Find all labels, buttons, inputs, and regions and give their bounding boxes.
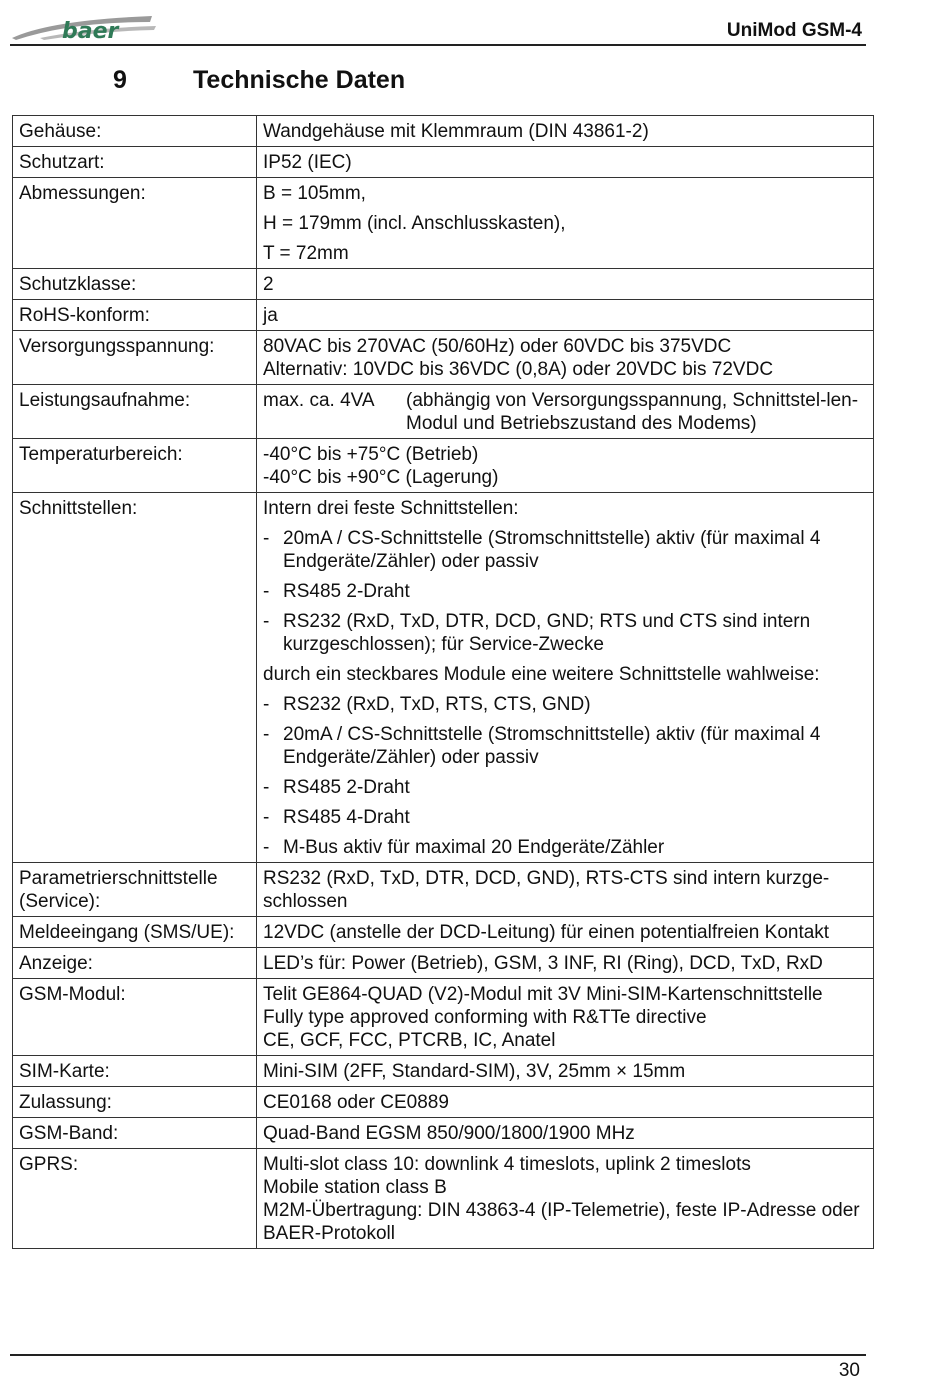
power-consumption bbox=[263, 389, 867, 435]
bullet-dash: - bbox=[263, 837, 270, 858]
technical-data-table bbox=[12, 115, 874, 1249]
interface-group-intro: durch ein steckbares Module eine weitere Schnittstelle wahlweise: bbox=[263, 664, 820, 685]
spec-value-line: 12VDC (anstelle der DCD-Leitung) für einen potentialfreien Kontakt bbox=[263, 922, 830, 943]
spec-label: Schnittstellen: bbox=[13, 493, 257, 863]
spec-value bbox=[257, 1118, 874, 1149]
bullet-dash: - bbox=[263, 807, 270, 828]
spec-row bbox=[13, 116, 874, 147]
power-value: max. ca. 4VA bbox=[263, 390, 375, 411]
bullet-dash: - bbox=[263, 777, 270, 798]
spec-row bbox=[13, 979, 874, 1056]
interface-group-intro: Intern drei feste Schnittstellen: bbox=[263, 498, 519, 519]
footer-divider bbox=[10, 1354, 866, 1356]
spec-value-line: LED’s für: Power (Betrieb), GSM, 3 INF, RI (Ring), DCD, TxD, RxD bbox=[263, 953, 823, 974]
spec-value-line: Mini-SIM (2FF, Standard-SIM), 3V, 25mm × 15mm bbox=[263, 1061, 686, 1082]
spec-value-line: ja bbox=[263, 305, 278, 326]
spec-row bbox=[13, 269, 874, 300]
spec-value bbox=[257, 439, 874, 493]
spec-value-line: Fully type approved conforming with R&TTe directive bbox=[263, 1007, 707, 1028]
spec-value-line: M2M-Übertragung: DIN 43863-4 (IP-Telemetrie), feste IP-Adresse oder BAER-Protokoll bbox=[263, 1200, 860, 1244]
page-number: 30 bbox=[838, 1360, 860, 1381]
spec-row bbox=[13, 300, 874, 331]
spec-value-line: B = 105mm, bbox=[263, 183, 366, 204]
spec-row bbox=[13, 917, 874, 948]
spec-label: Temperaturbereich: bbox=[13, 439, 257, 493]
spec-value bbox=[257, 979, 874, 1056]
bullet-dash: - bbox=[263, 694, 270, 715]
product-name: UniMod GSM-4 bbox=[726, 20, 862, 41]
interface-list-item bbox=[263, 776, 867, 799]
spec-value-line: -40°C bis +75°C (Betrieb) bbox=[263, 444, 479, 465]
spec-label: Schutzart: bbox=[13, 147, 257, 178]
section-title: Technische Daten bbox=[193, 66, 406, 94]
spec-value bbox=[257, 116, 874, 147]
spec-label: Leistungsaufnahme: bbox=[13, 385, 257, 439]
spec-row bbox=[13, 385, 874, 439]
interface-item-text: RS232 (RxD, TxD, DTR, DCD, GND; RTS und CTS sind intern kurzgeschlossen); für Service-Zwecke bbox=[283, 611, 811, 655]
svg-text:baer: baer bbox=[62, 19, 119, 44]
spec-label: Gehäuse: bbox=[13, 116, 257, 147]
power-note: (abhängig von Versorgungsspannung, Schnittstel-len-Modul und Betriebszustand des Modems) bbox=[406, 390, 859, 434]
spec-label: Parametrierschnittstelle (Service): bbox=[13, 863, 257, 917]
spec-label: Zulassung: bbox=[13, 1087, 257, 1118]
spec-value bbox=[257, 178, 874, 269]
spec-value bbox=[257, 269, 874, 300]
spec-value bbox=[257, 147, 874, 178]
spec-value bbox=[257, 1087, 874, 1118]
spec-row bbox=[13, 1056, 874, 1087]
spec-value-line: RS232 (RxD, TxD, DTR, DCD, GND), RTS-CTS sind intern kurzge-schlossen bbox=[263, 868, 830, 912]
interface-item-text: RS485 4-Draht bbox=[283, 807, 410, 828]
spec-value bbox=[257, 948, 874, 979]
page-header bbox=[10, 8, 866, 48]
section-number: 9 bbox=[113, 66, 127, 94]
spec-value-line: 2 bbox=[263, 274, 274, 295]
bullet-dash: - bbox=[263, 724, 270, 745]
interface-list-item bbox=[263, 723, 867, 769]
spec-value bbox=[257, 385, 874, 439]
spec-value bbox=[257, 1056, 874, 1087]
spec-row bbox=[13, 1118, 874, 1149]
spec-value-line: H = 179mm (incl. Anschlusskasten), bbox=[263, 213, 566, 234]
spec-value-line: 80VAC bis 270VAC (50/60Hz) oder 60VDC bis 375VDC bbox=[263, 336, 732, 357]
spec-label: GSM-Modul: bbox=[13, 979, 257, 1056]
spec-label: Schutzklasse: bbox=[13, 269, 257, 300]
interface-item-text: RS485 2-Draht bbox=[283, 581, 410, 602]
interface-item-text: RS485 2-Draht bbox=[283, 777, 410, 798]
bullet-dash: - bbox=[263, 581, 270, 602]
spec-value bbox=[257, 863, 874, 917]
spec-label: Versorgungsspannung: bbox=[13, 331, 257, 385]
spec-label: GPRS: bbox=[13, 1149, 257, 1249]
spec-value bbox=[257, 917, 874, 948]
spec-value-line: IP52 (IEC) bbox=[263, 152, 352, 173]
spec-value-line: Multi-slot class 10: downlink 4 timeslots, uplink 2 timeslots bbox=[263, 1154, 751, 1175]
header-divider bbox=[10, 44, 866, 46]
interface-list-item bbox=[263, 806, 867, 829]
interface-list-item bbox=[263, 693, 867, 716]
interface-item-text: M-Bus aktiv für maximal 20 Endgeräte/Zähler bbox=[283, 837, 665, 858]
spec-value-line: CE0168 oder CE0889 bbox=[263, 1092, 449, 1113]
spec-row bbox=[13, 1087, 874, 1118]
spec-value-line: Wandgehäuse mit Klemmraum (DIN 43861-2) bbox=[263, 121, 649, 142]
section-heading bbox=[113, 66, 405, 95]
interface-item-text: 20mA / CS-Schnittstelle (Stromschnittstelle) aktiv (für maximal 4 Endgeräte/Zähler) oder passiv bbox=[283, 528, 821, 572]
interface-item-text: 20mA / CS-Schnittstelle (Stromschnittstelle) aktiv (für maximal 4 Endgeräte/Zähler) oder passiv bbox=[283, 724, 821, 768]
spec-label: Meldeeingang (SMS/UE): bbox=[13, 917, 257, 948]
spec-value bbox=[257, 331, 874, 385]
spec-value bbox=[257, 493, 874, 863]
interface-list-item bbox=[263, 610, 867, 656]
spec-value-line: Mobile station class B bbox=[263, 1177, 447, 1198]
spec-label: GSM-Band: bbox=[13, 1118, 257, 1149]
spec-row bbox=[13, 147, 874, 178]
bullet-dash: - bbox=[263, 611, 270, 632]
interface-item-text: RS232 (RxD, TxD, RTS, CTS, GND) bbox=[283, 694, 591, 715]
spec-row bbox=[13, 178, 874, 269]
interface-list-item bbox=[263, 580, 867, 603]
spec-row bbox=[13, 1149, 874, 1249]
spec-value-line: Quad-Band EGSM 850/900/1800/1900 MHz bbox=[263, 1123, 635, 1144]
spec-row bbox=[13, 948, 874, 979]
spec-value-line: Telit GE864-QUAD (V2)-Modul mit 3V Mini-SIM-Kartenschnittstelle bbox=[263, 984, 823, 1005]
interface-list-item bbox=[263, 527, 867, 573]
spec-value-line: Alternativ: 10VDC bis 36VDC (0,8A) oder 20VDC bis 72VDC bbox=[263, 359, 774, 380]
spec-value bbox=[257, 1149, 874, 1249]
spec-value-line: -40°C bis +90°C (Lagerung) bbox=[263, 467, 499, 488]
spec-value bbox=[257, 300, 874, 331]
spec-label: SIM-Karte: bbox=[13, 1056, 257, 1087]
spec-row bbox=[13, 439, 874, 493]
bullet-dash: - bbox=[263, 528, 270, 549]
spec-row bbox=[13, 493, 874, 863]
spec-label: RoHS-konform: bbox=[13, 300, 257, 331]
spec-value-line: T = 72mm bbox=[263, 243, 349, 264]
spec-label: Abmessungen: bbox=[13, 178, 257, 269]
spec-row bbox=[13, 331, 874, 385]
interface-list-item bbox=[263, 836, 867, 859]
spec-value-line: CE, GCF, FCC, PTCRB, IC, Anatel bbox=[263, 1030, 556, 1051]
spec-label: Anzeige: bbox=[13, 948, 257, 979]
spec-row bbox=[13, 863, 874, 917]
